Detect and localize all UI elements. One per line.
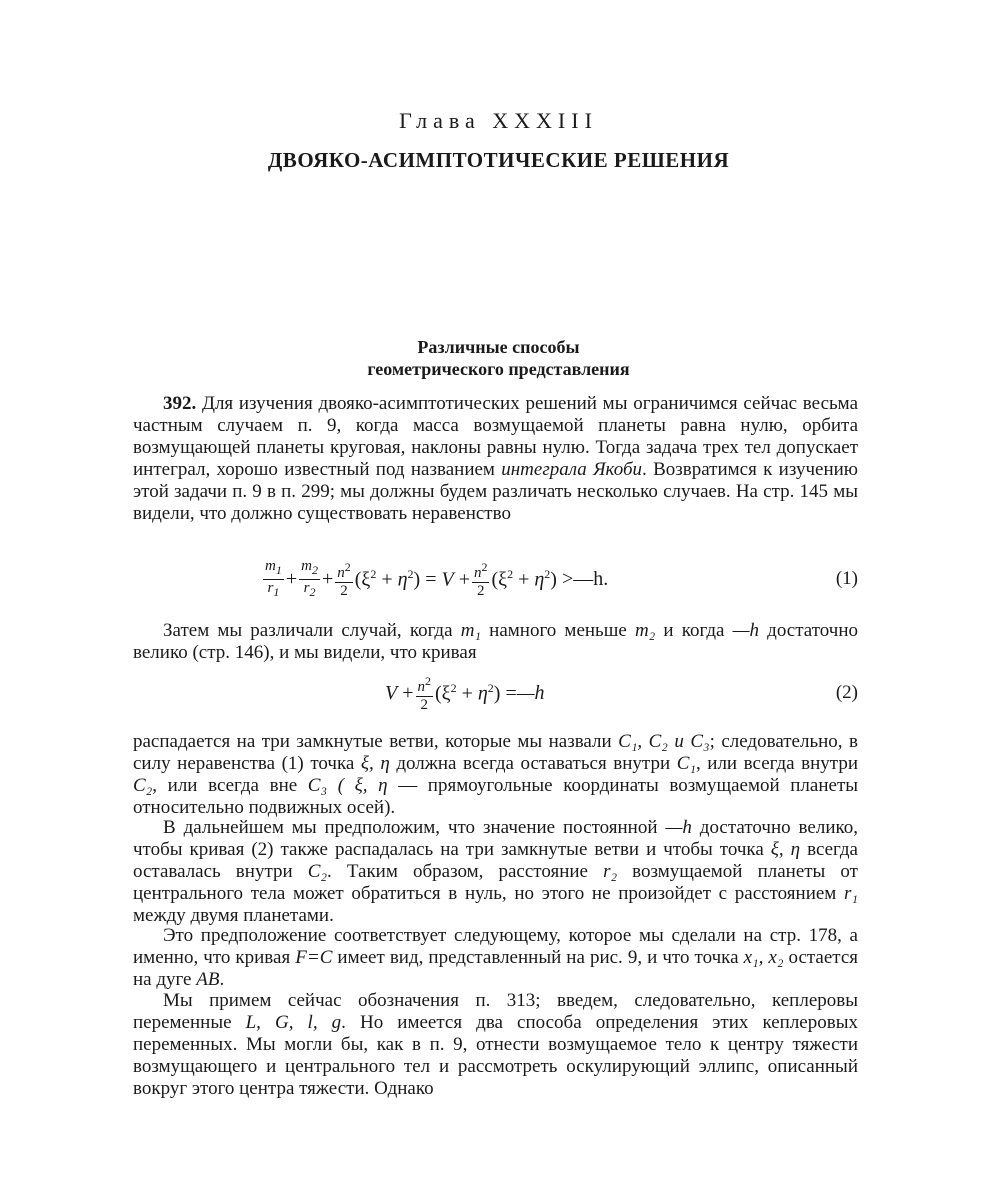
symbol-xi-eta-paren: ( ξ, η — [337, 775, 388, 796]
emphasis-jacobi-integral: интеграла Якоби — [501, 459, 643, 480]
symbol-c-list: C₁, C₂ и C₃ — [618, 731, 710, 752]
symbol-m1: m₁ — [460, 620, 482, 641]
para6-text-a: Мы примем сейчас обозначения п. 313; введем, следовательно, кеплеровы переменные — [133, 990, 858, 1033]
paragraph-branches — [133, 731, 858, 819]
para3-text-b: ; следовательно, в силу неравенства (1) точка — [133, 731, 858, 774]
para3-text-c: должна всегда оставаться внутри — [389, 753, 677, 774]
chapter-title: ДВОЯКО-АСИМПТОТИЧЕСКИЕ РЕШЕНИЯ — [267, 148, 730, 172]
para5-text-c: остается на дуге — [133, 947, 858, 990]
symbol-m2: m₂ — [634, 620, 656, 641]
symbol-xi-eta: ξ, η — [360, 753, 390, 774]
symbol-c2-2: C₂ — [307, 861, 328, 882]
para6-text-b: . Но имеется два способа определения этих кеплеровых переменных. Мы могли бы, как в п. 9, отнести возмущаемое тело к центру тяжести возмущающего и центрального тел и рассмотреть оскулирующий эллипс, описанный вокруг этого центра тяжести. Однако — [133, 1012, 858, 1099]
symbol-f-equals-c: F=C — [295, 947, 333, 968]
para5-text-d: . — [219, 969, 225, 990]
paragraph-392 — [133, 393, 858, 525]
symbol-c1: C₁ — [676, 753, 696, 774]
formula-2-rhs: —h — [516, 681, 545, 704]
symbol-c3: C₃ — [307, 775, 328, 796]
paragraph-cases — [133, 620, 858, 664]
para4-text-b: достаточно велико, чтобы кривая (2) также распадалась на три замкнутые ветви и чтобы точка — [133, 817, 859, 860]
para4-text-e: возмущаемой планеты от центрального тела может обратиться в нуль, но этого не произойдет с расстоянием — [133, 861, 858, 904]
section-title — [0, 336, 997, 380]
formula-1-number: (1) — [835, 568, 858, 589]
para2-text-c: и когда — [655, 620, 733, 641]
para3-text-f: — прямоугольные координаты возмущаемой планеты относительно подвижных осей). — [133, 775, 859, 818]
para4-text-a: В дальнейшем мы предположим, что значение постоянной — [163, 817, 666, 838]
symbol-l-g-l-g: L, G, l, g — [245, 1012, 342, 1033]
para2-text-b: намного меньше — [481, 620, 635, 641]
para5-text-b: имеет вид, представленный на рис. 9, и что точка — [332, 947, 744, 968]
para1-text-cont: . Возвратимся к изучению этой задачи п. 9 в п. 299; мы должны будем различать несколько случаев. На стр. 145 мы видели, что должно существовать неравенство — [133, 459, 858, 524]
symbol-xi-eta-2: ξ, η — [770, 839, 801, 860]
chapter-label: Глава XXXIII — [399, 108, 598, 133]
para2-text-a: Затем мы различали случай, когда — [163, 620, 461, 641]
formula-2 — [133, 670, 858, 716]
para2-text-d: достаточно велико (стр. 146), и мы видели, что кривая — [133, 620, 858, 663]
formula-1-expression: $\frac{m_1}{r_1}$ + $\frac{m_2}{r_2}$ + $\frac{n^2}{2}$ $(\xi^2 + \eta^2) = V$ + $\frac{n^2}{2}$ $(\xi^2 + \eta^2)$ >—h. — [265, 557, 609, 599]
section-title-line1: Различные способы — [417, 337, 580, 357]
symbol-minus-h: —h — [732, 620, 760, 641]
para3-text-d: , или всегда внутри — [695, 753, 858, 774]
symbol-c2: C₂ — [133, 775, 153, 796]
symbol-minus-h-2: —h — [665, 817, 692, 838]
para5-text-a: Это предположение соответствует следующему, которое мы сделали на стр. 178, а именно, что кривая — [133, 925, 858, 968]
paragraph-assumption — [133, 817, 858, 927]
section-title-line2: геометрического представления — [367, 359, 630, 379]
formula-1-rhs: >—h. — [561, 567, 609, 590]
para3-text-a: распадается на три замкнутые ветви, которые мы назвали — [133, 731, 619, 752]
symbol-ab: AB — [196, 969, 220, 990]
para4-text-f: между двумя планетами. — [133, 905, 334, 926]
para4-text-c: всегда оставалась внутри — [133, 839, 858, 882]
para4-text-d: . Таким образом, расстояние — [327, 861, 604, 882]
paragraph-kepler-variables — [133, 990, 858, 1100]
formula-1 — [133, 556, 858, 602]
symbol-r2: r₂ — [603, 861, 618, 882]
para1-text: Для изучения двояко-асимптотических решений мы ограничимся сейчас весьма частным случаем п. 9, когда масса возмущаемой планеты равна нулю, орбита возмущающей планеты круговая, наклоны равны нулю. Тогда задача трех тел допускает интеграл, хорошо известный под названием — [133, 393, 858, 480]
symbol-r1: r₁ — [844, 883, 858, 904]
symbol-x1-x2: x₁, x₂ — [743, 947, 784, 968]
formula-2-expression: V + $\frac{n^2}{2}$ $(\xi^2 + \eta^2)$ = —h — [385, 673, 545, 713]
paragraph-number: 392. — [163, 393, 197, 414]
formula-2-number: (2) — [835, 682, 858, 703]
para3-text-e: , или всегда вне — [152, 775, 308, 796]
paragraph-correspondence — [133, 925, 858, 991]
